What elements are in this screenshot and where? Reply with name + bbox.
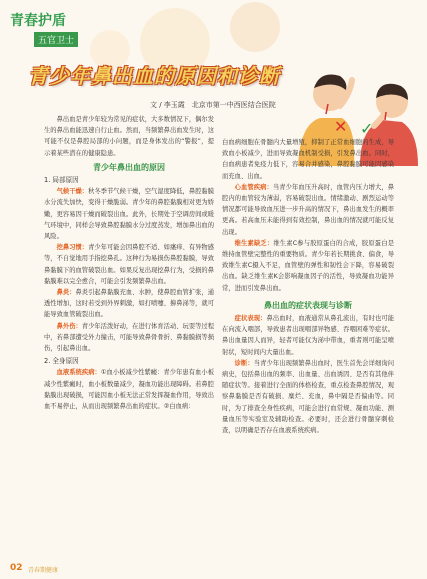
paragraph-trauma: 鼻外伤：青少年活泼好动，在进行体育活动、玩耍等过程中，若鼻部遭受外力撞击，可能导致鼻骨骨折、鼻黏膜损等损伤，引起鼻出血。 — [44, 322, 215, 353]
right-column — [222, 137, 394, 436]
sub-column-badge: 五官卫士 — [34, 32, 78, 47]
keyword-label: 症状表现： — [234, 315, 267, 323]
decor-circle — [230, 2, 280, 52]
wrong-mark-icon: ✕ — [334, 117, 348, 136]
subheading-systemic: 2. 全身原因 — [44, 357, 79, 366]
paragraph-diagnosis: 诊断：当青少年出现频繁鼻出血时，医生首先会详细询问病史，包括鼻出血的频率、出血量、出血诱因、是否有其他伴随症状等。接着进行全面的体格检查，重点检查鼻腔情况，观察鼻黏膜是否有破损、糜烂、充血，鼻中隔是否偏曲等。同时，为了排查全身性疾病，可能会进行血常规、凝血功能、测量血压等实验室及辅助检查。必要时，还会进行骨髓穿刺检查，以明确是否存在血液系统疾病。 — [222, 359, 395, 435]
right-mark-icon: ✓ — [360, 119, 374, 138]
section-heading-causes: 青少年鼻出血的原因 — [93, 162, 165, 172]
paragraph-blood: 血液系统疾病：①血小板减少性紫癜：青少年患有血小板减少性紫癜时，血小板数量减少，凝血功能出现障碍。若鼻腔黏膜出现破损，可能因血小板无法正常发挥凝血作用，导致出血不易停止，从而出现频繁鼻出血的症状。②白血病： — [44, 369, 215, 411]
paragraph-cardio: 心血管疾病：当青少年血压升高时，血管内压力增大，鼻腔内的血管较为薄弱，容易破裂出血。情绪激动、剧烈运动等情况都可能导致血压进一步升高的情况下，鼻出血发生的概率更高。若高血压未能得到有效控制，鼻出血的情况就可能反复出现。 — [222, 183, 395, 236]
intro-paragraph: 鼻出血是青少年较为常见的症状，大多数情况下，偶尔发生的鼻出血能迅速自行止血。然而，当频繁鼻出血发生时，这可能不仅是鼻腔局部的小问题，而是身体发出的“警报”，提示着某些潜在的健康隐患。 — [44, 116, 215, 157]
subheading-local: 1. 局部原因 — [44, 176, 79, 185]
left-column — [44, 114, 214, 412]
keyword-label: 鼻外伤： — [56, 322, 82, 330]
keyword-label: 心血管疾病： — [234, 183, 273, 191]
paragraph-rhinitis: 鼻炎：鼻炎引起鼻黏膜充血、水肿，使鼻腔血管扩张，通透性增加，这时若受到外界刺激，如打喷嚏、擤鼻涕等，就可能导致血管破裂出血。 — [44, 289, 215, 319]
article-byline: 文 / 李玉霞 北京市第一中西医结合医院 — [150, 101, 276, 109]
article-title: 青少年鼻出血的原因和诊断 — [28, 64, 280, 88]
keyword-label: 血液系统疾病： — [56, 369, 101, 377]
page-footer — [0, 559, 427, 579]
paragraph-dry: 气候干燥：秋冬季节气候干燥，空气湿度降低，鼻腔黏膜水分流失加快，变得干燥脆弱。青少年的鼻腔黏膜相对更为娇嫩，更容易因干燥而破裂出血。此外，长期处于空调房间或暖气环境中，同样会导致鼻腔黏膜水分过度蒸发，增加鼻出血的风险。 — [44, 188, 215, 241]
paragraph-pick: 挖鼻习惯：青少年可能会因鼻腔不适、如瘙痒、有异物感等，不自觉地用手指挖鼻孔。这种行为易损伤鼻腔黏膜，导致鼻黏膜下的血管破裂出血。如果反复出现挖鼻行为，受损的鼻黏膜难以完全愈合，可能会引发频繁鼻出血。 — [44, 244, 215, 285]
paragraph-leukemia-cont: 白血病细胞在骨髓内大量增殖，抑制了正常血细胞的生成，导致血小板减少，进而导致凝血机制受损，引发鼻出血。同时，白血病患者免疫力低下，容易合并感染，鼻腔黏膜可能因感染而充血、出血。 — [222, 139, 394, 180]
page-number: 02 — [10, 563, 23, 573]
keyword-label: 气候干燥： — [56, 188, 89, 196]
paragraph-symptoms: 症状表现：鼻出血时，血液通常从鼻孔流出，有时也可能在向流入咽部，导致患者出现咽部异物感、吞咽困难等症状。鼻出血量因人而异，轻者可能仅为涕中带血，重者则可能呈喷射状，短时间内大量出血。 — [222, 315, 395, 356]
keyword-label: 鼻炎： — [56, 289, 76, 297]
column-name: 青春护盾 — [10, 13, 66, 29]
keyword-label: 诊断： — [234, 359, 254, 367]
magazine-name: 青春期健康 — [28, 567, 59, 574]
keyword-label: 挖鼻习惯： — [56, 244, 89, 252]
paragraph-vitamin: 维生素缺乏：维生素C参与胶原蛋白的合成，胶原蛋白是维持血管壁完整性的重要物质。青少年若长期挑食、偏食，导致维生素C摄入不足，血管壁的弹性和韧性会下降，容易破裂出血。缺乏维生素K会影响凝血因子的活性，导致凝血功能异常，进而引发鼻出血。 — [222, 239, 394, 292]
column-header — [0, 0, 110, 48]
section-heading-symptoms: 鼻出血的症状表现与诊断 — [264, 300, 352, 310]
keyword-label: 维生素缺乏： — [234, 239, 274, 247]
